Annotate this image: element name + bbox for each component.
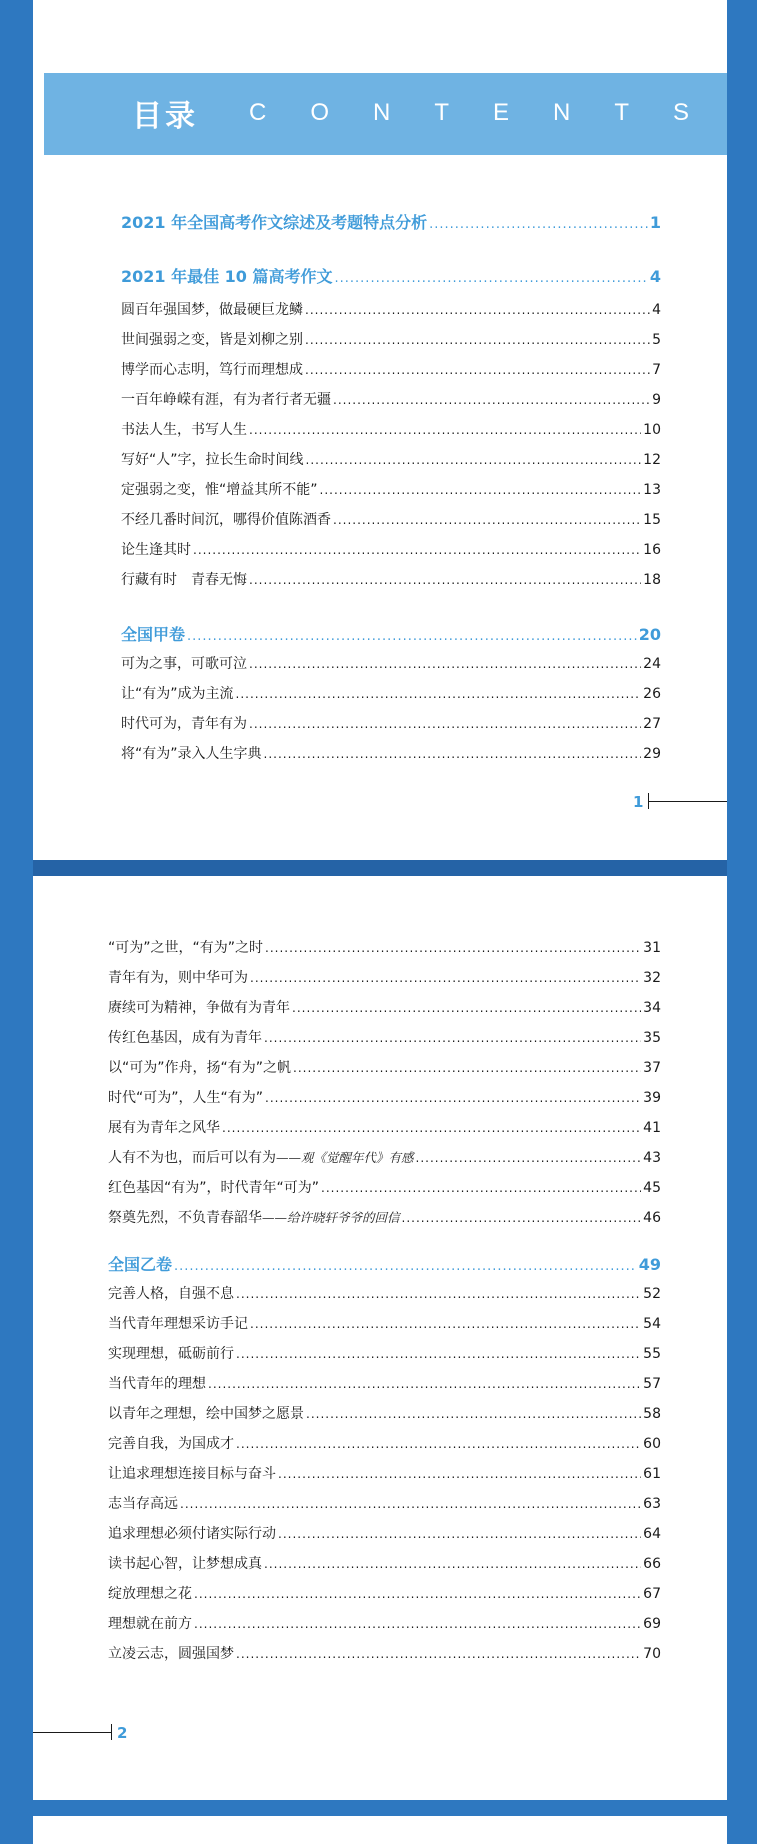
toc-entry[interactable] bbox=[108, 1494, 661, 1514]
dot-leader bbox=[236, 1434, 641, 1454]
toc-entry-title: 赓续可为精神，争做有为青年 bbox=[108, 1000, 290, 1016]
dot-leader bbox=[278, 1464, 641, 1484]
toc-entry-title: 完善人格，自强不息 bbox=[108, 1286, 234, 1302]
toc-entry-subtitle: ——观《觉醒年代》有感 bbox=[276, 1150, 414, 1165]
dot-leader bbox=[194, 1614, 641, 1634]
toc-entry-page-number: 46 bbox=[643, 1210, 661, 1226]
toc-entry-title: 行藏有时 青春无悔 bbox=[121, 572, 247, 588]
toc-entry-title: 传红色基因，成有为青年 bbox=[108, 1030, 262, 1046]
toc-entry-page-number: 15 bbox=[643, 512, 661, 528]
toc-entry-title: 时代“可为”，人生“有为” bbox=[108, 1090, 264, 1106]
toc-entry-page-number: 58 bbox=[643, 1406, 661, 1422]
toc-entry-page-number: 70 bbox=[643, 1646, 661, 1662]
toc-entry[interactable] bbox=[121, 300, 661, 320]
toc-entry-page-number: 66 bbox=[643, 1556, 661, 1572]
toc-section-heading[interactable] bbox=[121, 624, 661, 648]
toc-entry[interactable] bbox=[108, 1374, 661, 1394]
toc-entry-title: 完善自我，为国成才 bbox=[108, 1436, 234, 1452]
toc-entry[interactable] bbox=[108, 1614, 661, 1634]
page-number-2: 2 bbox=[117, 1724, 128, 1742]
dot-leader bbox=[222, 1118, 641, 1138]
dot-leader bbox=[187, 626, 637, 648]
dot-leader bbox=[236, 684, 642, 704]
toc-section-heading[interactable] bbox=[121, 212, 661, 236]
toc-entry-title: “可为”之世，“有为”之时 bbox=[108, 940, 264, 956]
toc-entry[interactable] bbox=[108, 1314, 661, 1334]
toc-entry-page-number: 41 bbox=[643, 1120, 661, 1136]
toc-entry-title: 论生逢其时 bbox=[121, 542, 191, 558]
toc-entry-page-number: 4 bbox=[652, 302, 661, 318]
toc-entry-page-number: 32 bbox=[643, 970, 661, 986]
toc-entry[interactable] bbox=[108, 1284, 661, 1304]
contents-banner bbox=[44, 73, 733, 155]
toc-entry-title: 全国乙卷 bbox=[108, 1255, 173, 1274]
toc-entry[interactable] bbox=[108, 1404, 661, 1424]
toc-entry[interactable] bbox=[108, 1434, 661, 1454]
dot-leader bbox=[306, 1404, 641, 1424]
toc-entry-title: 以“可为”作舟，扬“有为”之帆 bbox=[108, 1060, 292, 1076]
toc-entry[interactable] bbox=[121, 714, 661, 734]
toc-entry-page-number: 64 bbox=[643, 1526, 661, 1542]
toc-entry-page-number: 31 bbox=[643, 940, 661, 956]
toc-entry-page-number: 4 bbox=[649, 267, 661, 286]
dot-leader bbox=[416, 1148, 642, 1168]
toc-entry[interactable] bbox=[121, 450, 661, 470]
toc-entry-page-number: 18 bbox=[643, 572, 661, 588]
toc-entry-title: 青年有为，则中华可为 bbox=[108, 970, 248, 986]
toc-entry[interactable] bbox=[108, 1058, 661, 1078]
toc-entry[interactable] bbox=[108, 998, 661, 1018]
dot-leader bbox=[320, 480, 642, 500]
dot-leader bbox=[264, 1554, 641, 1574]
toc-entry-title: 让追求理想连接目标与奋斗 bbox=[108, 1466, 276, 1482]
dot-leader bbox=[429, 214, 648, 236]
folio-tick bbox=[111, 1724, 112, 1740]
toc-entry-title: 以青年之理想，绘中国梦之愿景 bbox=[108, 1406, 304, 1422]
toc-entry-page-number: 63 bbox=[643, 1496, 661, 1512]
toc-entry[interactable] bbox=[108, 1118, 661, 1138]
toc-entry[interactable] bbox=[108, 1464, 661, 1484]
toc-entry-title: 时代可为，青年有为 bbox=[121, 716, 247, 732]
toc-entry[interactable] bbox=[108, 1644, 661, 1664]
toc-entry[interactable] bbox=[108, 1554, 661, 1574]
dot-leader bbox=[249, 570, 641, 590]
toc-entry[interactable] bbox=[121, 330, 661, 350]
toc-entry-page-number: 26 bbox=[643, 686, 661, 702]
toc-entry-title: 可为之事，可歌可泣 bbox=[121, 656, 247, 672]
toc-entry[interactable] bbox=[108, 938, 661, 958]
dot-leader bbox=[236, 1644, 641, 1664]
dot-leader bbox=[402, 1208, 642, 1228]
toc-entry-page-number: 54 bbox=[643, 1316, 661, 1332]
toc-entry-page-number: 43 bbox=[643, 1150, 661, 1166]
toc-entry-title: 人有不为也，而后可以有为 bbox=[108, 1150, 276, 1166]
toc-entry[interactable] bbox=[121, 510, 661, 530]
banner-title-en: CONTENTS bbox=[249, 99, 733, 126]
dot-leader bbox=[180, 1494, 641, 1514]
toc-entry-title: 立凌云志，圆强国梦 bbox=[108, 1646, 234, 1662]
toc-entry-page-number: 69 bbox=[643, 1616, 661, 1632]
toc-entry-title: 2021 年最佳 10 篇高考作文 bbox=[121, 267, 333, 286]
toc-entry-title: 理想就在前方 bbox=[108, 1616, 192, 1632]
toc-entry-title: 不经几番时间沉，哪得价值陈酒香 bbox=[121, 512, 331, 528]
toc-entry-page-number: 27 bbox=[643, 716, 661, 732]
dot-leader bbox=[174, 1256, 637, 1278]
toc-entry-page-number: 9 bbox=[652, 392, 661, 408]
toc-entry-title: 将“有为”录入人生字典 bbox=[121, 746, 262, 762]
dot-leader bbox=[321, 1178, 641, 1198]
toc-entry[interactable] bbox=[121, 480, 661, 500]
toc-entry-page-number: 10 bbox=[643, 422, 661, 438]
toc-entry[interactable] bbox=[121, 570, 661, 590]
toc-entry-title: 2021 年全国高考作文综述及考题特点分析 bbox=[121, 213, 428, 232]
toc-entry-page-number: 52 bbox=[643, 1286, 661, 1302]
toc-entry-title: 红色基因“有为”，时代青年“可为” bbox=[108, 1180, 320, 1196]
toc-entry[interactable] bbox=[121, 684, 661, 704]
dot-leader bbox=[333, 390, 650, 410]
toc-entry-title: 当代青年理想采访手记 bbox=[108, 1316, 248, 1332]
toc-entry-page-number: 20 bbox=[638, 625, 661, 644]
toc-entry-title: 写好“人”字，拉长生命时间线 bbox=[121, 452, 304, 468]
toc-entry-title: 展有为青年之风华 bbox=[108, 1120, 220, 1136]
toc-page-3-partial bbox=[33, 1816, 727, 1844]
toc-entry-page-number: 49 bbox=[638, 1255, 661, 1274]
toc-entry-title: 定强弱之变，惟“增益其所不能” bbox=[121, 482, 318, 498]
dot-leader bbox=[236, 1284, 641, 1304]
folio-line bbox=[648, 801, 727, 802]
toc-entry-page-number: 16 bbox=[643, 542, 661, 558]
dot-leader bbox=[293, 1058, 641, 1078]
toc-entry-title: 祭奠先烈，不负青春韶华 bbox=[108, 1210, 262, 1226]
dot-leader bbox=[264, 1028, 641, 1048]
dot-leader bbox=[292, 998, 641, 1018]
toc-entry-page-number: 39 bbox=[643, 1090, 661, 1106]
folio-line bbox=[33, 1732, 111, 1733]
toc-entry-title: 当代青年的理想 bbox=[108, 1376, 206, 1392]
dot-leader bbox=[249, 420, 641, 440]
dot-leader bbox=[335, 268, 648, 290]
toc-entry-title: 全国甲卷 bbox=[121, 625, 186, 644]
toc-entry[interactable] bbox=[121, 654, 661, 674]
toc-entry[interactable] bbox=[108, 1028, 661, 1048]
dot-leader bbox=[249, 714, 641, 734]
dot-leader bbox=[194, 1584, 641, 1604]
toc-entry-page-number: 55 bbox=[643, 1346, 661, 1362]
toc-entry-subtitle: ——给许晓轩爷爷的回信 bbox=[262, 1210, 400, 1225]
toc-entry-title: 读书起心智，让梦想成真 bbox=[108, 1556, 262, 1572]
toc-entry-title: 追求理想必须付诸实际行动 bbox=[108, 1526, 276, 1542]
dot-leader bbox=[249, 654, 641, 674]
toc-entry[interactable] bbox=[108, 1208, 661, 1228]
toc-entry-page-number: 34 bbox=[643, 1000, 661, 1016]
dot-leader bbox=[265, 938, 641, 958]
toc-entry-title: 志当存高远 bbox=[108, 1496, 178, 1512]
toc-entry-title: 书法人生，书写人生 bbox=[121, 422, 247, 438]
toc-entry[interactable] bbox=[121, 390, 661, 410]
toc-entry-title: 圆百年强国梦，做最硬巨龙鳞 bbox=[121, 302, 303, 318]
dot-leader bbox=[208, 1374, 641, 1394]
toc-entry-page-number: 7 bbox=[652, 362, 661, 378]
toc-entry-page-number: 67 bbox=[643, 1586, 661, 1602]
toc-entry-page-number: 37 bbox=[643, 1060, 661, 1076]
toc-entry-title: 实现理想，砥砺前行 bbox=[108, 1346, 234, 1362]
toc-page-1 bbox=[33, 0, 733, 860]
toc-entry-title: 博学而心志明，笃行而理想成 bbox=[121, 362, 303, 378]
toc-entry[interactable] bbox=[108, 1148, 661, 1168]
toc-entry-page-number: 60 bbox=[643, 1436, 661, 1452]
page-number-1: 1 bbox=[633, 793, 644, 811]
toc-entry[interactable] bbox=[121, 420, 661, 440]
dot-leader bbox=[265, 1088, 641, 1108]
toc-entry[interactable] bbox=[108, 1584, 661, 1604]
toc-entry-title: 绽放理想之花 bbox=[108, 1586, 192, 1602]
dot-leader bbox=[250, 1314, 641, 1334]
toc-entry[interactable] bbox=[121, 540, 661, 560]
toc-entry-page-number: 1 bbox=[649, 213, 661, 232]
dot-leader bbox=[264, 744, 642, 764]
toc-entry-page-number: 24 bbox=[643, 656, 661, 672]
dot-leader bbox=[193, 540, 641, 560]
dot-leader bbox=[306, 450, 642, 470]
toc-entry[interactable] bbox=[108, 1524, 661, 1544]
dot-leader bbox=[278, 1524, 641, 1544]
page-gap bbox=[33, 860, 727, 876]
banner-title-cn: 目录 bbox=[132, 99, 198, 134]
toc-entry[interactable] bbox=[108, 968, 661, 988]
toc-entry-page-number: 29 bbox=[643, 746, 661, 762]
toc-section-heading[interactable] bbox=[108, 1254, 661, 1278]
toc-entry-page-number: 13 bbox=[643, 482, 661, 498]
toc-section-heading[interactable] bbox=[121, 266, 661, 290]
dot-leader bbox=[305, 300, 650, 320]
dot-leader bbox=[305, 360, 650, 380]
toc-entry[interactable] bbox=[121, 360, 661, 380]
toc-entry-page-number: 35 bbox=[643, 1030, 661, 1046]
toc-entry-page-number: 45 bbox=[643, 1180, 661, 1196]
dot-leader bbox=[236, 1344, 641, 1364]
toc-entry-page-number: 5 bbox=[652, 332, 661, 348]
toc-entry[interactable] bbox=[108, 1088, 661, 1108]
toc-entry-page-number: 57 bbox=[643, 1376, 661, 1392]
toc-page-2 bbox=[33, 876, 727, 1800]
toc-entry-title: 让“有为”成为主流 bbox=[121, 686, 234, 702]
dot-leader bbox=[333, 510, 641, 530]
dot-leader bbox=[250, 968, 641, 988]
toc-entry-title: 一百年峥嵘有涯，有为者行者无疆 bbox=[121, 392, 331, 408]
toc-entry-title: 世间强弱之变，皆是刘柳之别 bbox=[121, 332, 303, 348]
toc-entry-page-number: 61 bbox=[643, 1466, 661, 1482]
toc-entry-page-number: 12 bbox=[643, 452, 661, 468]
dot-leader bbox=[305, 330, 650, 350]
toc-entry[interactable] bbox=[121, 744, 661, 764]
toc-entry[interactable] bbox=[108, 1178, 661, 1198]
toc-entry[interactable] bbox=[108, 1344, 661, 1364]
